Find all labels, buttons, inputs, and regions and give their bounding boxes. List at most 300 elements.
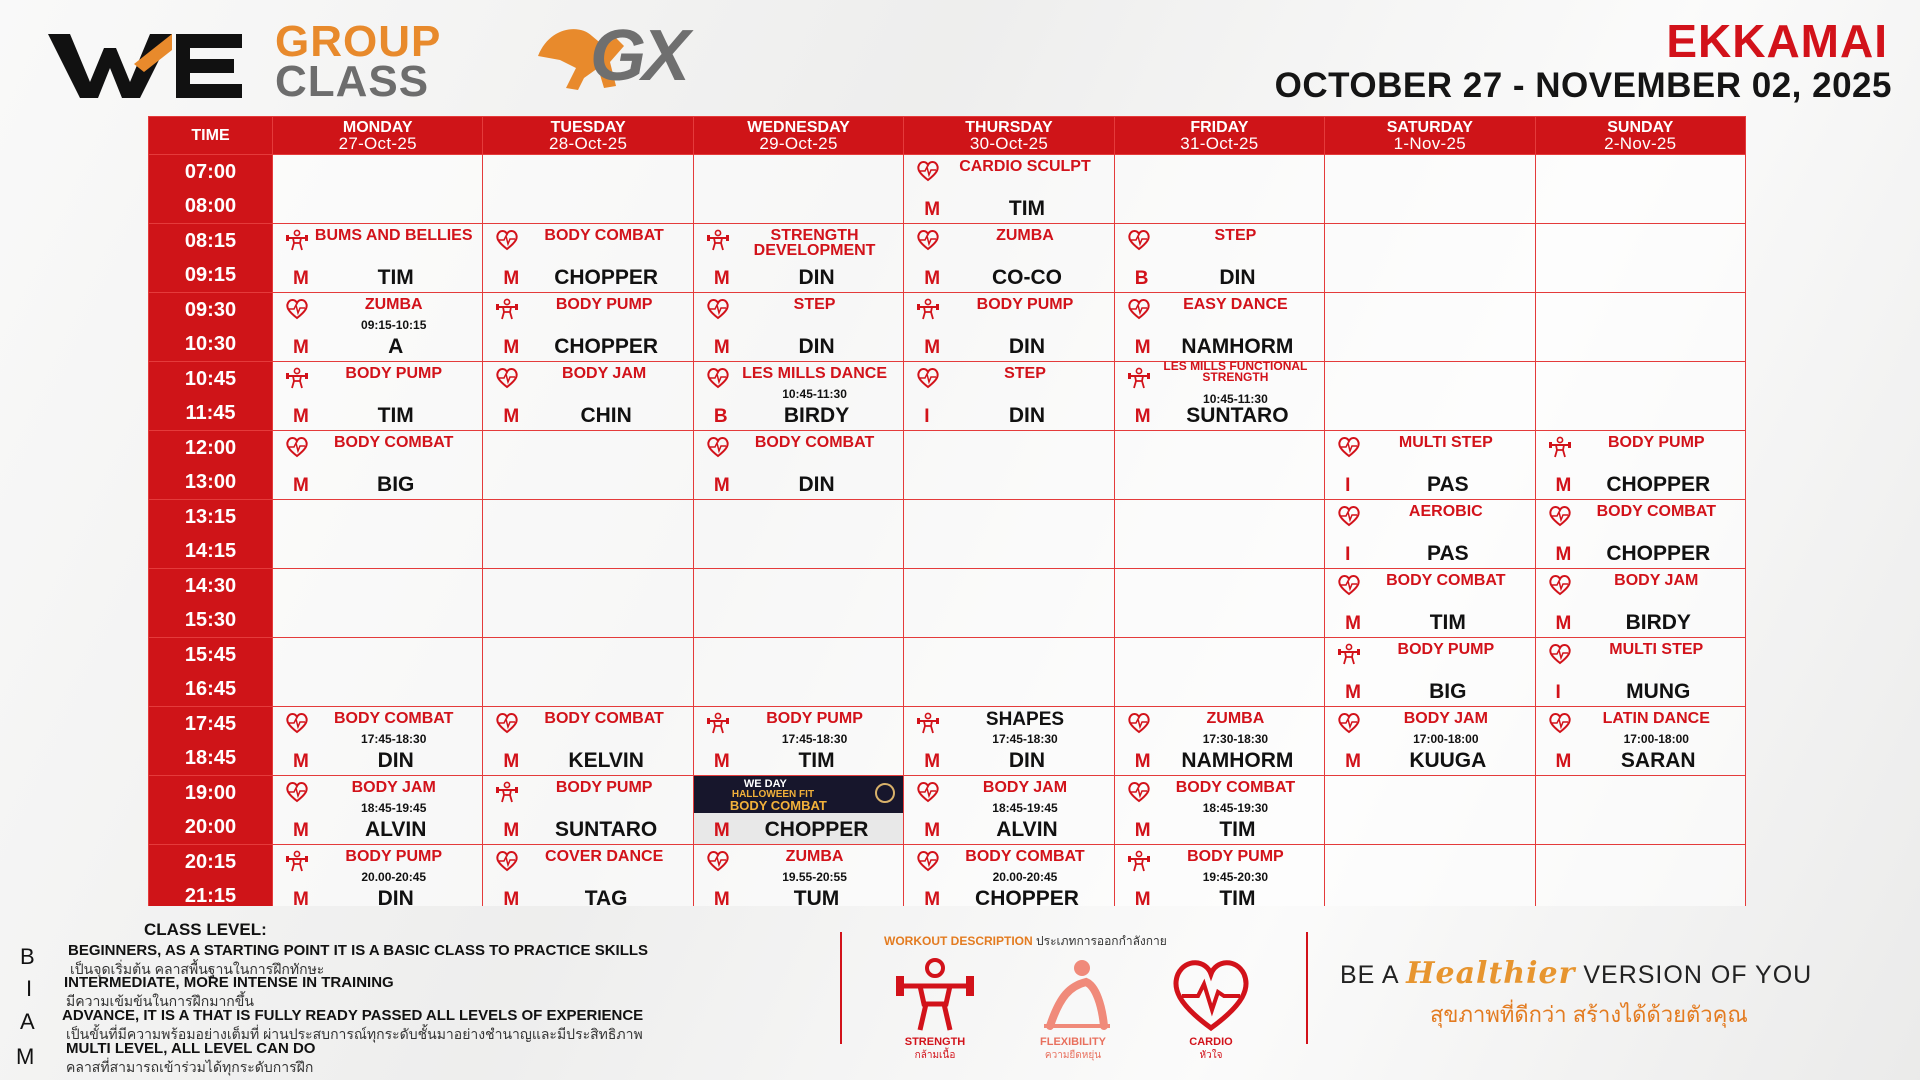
- instructor-name: BIG: [1429, 680, 1467, 703]
- cardio-icon: [285, 298, 309, 320]
- class-name: BODY PUMP: [345, 848, 443, 865]
- class-entry: [1115, 224, 1324, 292]
- cardio-icon: [706, 298, 730, 320]
- class-cell: [904, 224, 1114, 293]
- instructor-name: BIRDY: [783, 404, 850, 427]
- time-cell: [149, 362, 273, 431]
- class-cell: [1325, 569, 1535, 638]
- class-level: M: [924, 889, 941, 906]
- class-time: 20.00-20:45: [992, 870, 1058, 884]
- class-entry: [694, 293, 903, 361]
- level-description-thai: มีความเข้มข้นในการฝึกมากขึ้น: [66, 993, 254, 1009]
- class-level: M: [713, 751, 730, 772]
- class-entry: [1115, 293, 1324, 361]
- empty-cell: [693, 155, 903, 224]
- class-level: I: [1345, 475, 1351, 496]
- class-time: 17:00-18:00: [1413, 732, 1479, 746]
- empty-cell: [1114, 569, 1324, 638]
- class-level: M: [503, 406, 520, 427]
- class-name: BODY COMBAT: [334, 434, 454, 451]
- instructor-name: TUM: [793, 887, 840, 906]
- empty-cell: [1535, 293, 1745, 362]
- class-entry: [904, 155, 1113, 223]
- time-cell: [149, 431, 273, 500]
- start-time: 17:45: [184, 713, 237, 735]
- class-entry: [273, 431, 482, 499]
- class-time: 17:45-18:30: [992, 732, 1058, 746]
- class-cell: [1114, 707, 1324, 776]
- class-cell: [483, 707, 693, 776]
- time-cell: [149, 638, 273, 707]
- empty-cell: [1535, 155, 1745, 224]
- level-description-thai: คลาสที่สามารถเข้าร่วมได้ทุกระดับการฝึก: [66, 1059, 314, 1075]
- class-entry: [694, 845, 903, 906]
- class-time: 20.00-20:45: [361, 870, 427, 884]
- workout-label-thai: หัวใจ: [1199, 1050, 1223, 1061]
- time-cell: [149, 155, 273, 224]
- time-slot-row: [149, 569, 1746, 638]
- class-level: M: [293, 889, 309, 906]
- level-code: A: [20, 1009, 35, 1034]
- class-name: BODY PUMP: [1607, 434, 1705, 451]
- cardio-icon: [706, 367, 730, 389]
- class-level: M: [924, 199, 941, 220]
- empty-cell: [273, 500, 483, 569]
- class-level: M: [503, 751, 520, 772]
- cardio-icon: [1548, 574, 1572, 596]
- branch-name: EKKAMAI: [1666, 15, 1888, 67]
- class-level: M: [1555, 613, 1572, 634]
- instructor-name: TIM: [798, 749, 835, 772]
- class-entry: [483, 224, 692, 292]
- class-cell: [1535, 431, 1745, 500]
- instructor-name: BIG: [377, 473, 415, 496]
- class-name: STEP: [1004, 365, 1046, 382]
- class-name: BODY COMBAT: [544, 710, 664, 727]
- instructor-name: TIM: [1219, 887, 1256, 906]
- cardio-icon: [916, 160, 940, 182]
- empty-cell: [273, 569, 483, 638]
- class-entry: [1536, 638, 1745, 706]
- class-entry: [1325, 431, 1534, 499]
- strength-icon: [1548, 436, 1572, 458]
- cardio-icon: [285, 712, 309, 734]
- class-entry: [273, 845, 482, 906]
- instructor-name: DIN: [798, 266, 835, 289]
- empty-cell: [1325, 224, 1535, 293]
- class-name: BODY COMBAT: [544, 227, 664, 244]
- class-name: LES MILLS FUNCTIONAL STRENGTH: [1163, 359, 1308, 384]
- instructor-name: TAG: [584, 887, 628, 906]
- class-entry: [904, 293, 1113, 361]
- cardio-icon: [916, 781, 940, 803]
- class-cell: [483, 776, 693, 845]
- end-time: 13:00: [184, 471, 237, 493]
- strength-icon: [285, 229, 309, 251]
- workout-title-en: WORKOUT DESCRIPTION: [884, 934, 1033, 948]
- cardio-icon: [495, 712, 519, 734]
- class-name: STEP: [1214, 227, 1257, 244]
- gx-logo-text: GX: [590, 16, 687, 96]
- class-level: M: [924, 751, 941, 772]
- level-description: MULTI LEVEL, ALL LEVEL CAN DO: [66, 1040, 316, 1057]
- start-time: 14:30: [184, 575, 237, 597]
- class-level: M: [924, 337, 941, 358]
- day-date: 1-Nov-25: [1393, 133, 1466, 153]
- start-time: 07:00: [184, 161, 237, 183]
- class-entry: [1115, 845, 1324, 906]
- class-cell: [1325, 431, 1535, 500]
- day-date: 30-Oct-25: [969, 133, 1049, 153]
- slogan-highlight: Healthier: [1406, 956, 1576, 991]
- class-entry: [1115, 359, 1324, 430]
- day-header-friday: [1114, 117, 1324, 155]
- empty-cell: [1114, 500, 1324, 569]
- schedule-table: [148, 116, 1746, 906]
- cardio-icon: [495, 850, 519, 872]
- time-slot-row: [149, 224, 1746, 293]
- level-description-thai: เป็นขั้นที่มีความพร้อมอย่างเต็มที่ ผ่านประสบการณ์ทุกระดับชั้นมาอย่างชำนาญและมีประสิทธิภาพ: [66, 1026, 643, 1042]
- class-level: M: [1345, 751, 1361, 772]
- empty-cell: [1535, 776, 1745, 845]
- class-name: BODY JAM: [982, 779, 1068, 796]
- day-name: WEDNESDAY: [747, 118, 850, 136]
- class-cell: [1114, 845, 1324, 907]
- legend-title: CLASS LEVEL:: [144, 920, 267, 939]
- class-level: M: [924, 268, 941, 289]
- instructor-name: CHOPPER: [975, 887, 1079, 906]
- workout-item-cardio: [1156, 956, 1266, 1066]
- day-name: SUNDAY: [1607, 118, 1674, 136]
- instructor-name: DIN: [798, 473, 835, 496]
- empty-cell: [273, 155, 483, 224]
- time-column-header: TIME: [149, 117, 273, 155]
- class-name: STEP: [793, 296, 836, 313]
- level-code: I: [26, 976, 33, 1001]
- instructor-name: DIN: [377, 887, 414, 906]
- empty-cell: [1325, 845, 1535, 907]
- class-name: BODY PUMP: [345, 365, 443, 382]
- day-header-monday: [273, 117, 483, 155]
- workout-title: [884, 932, 1167, 951]
- instructor-name: SUNTARO: [1186, 404, 1289, 427]
- end-time: 20:00: [184, 816, 237, 838]
- start-time: 19:00: [184, 782, 237, 804]
- level-description: BEGINNERS, AS A STARTING POINT IT IS A BASIC CLASS TO PRACTICE SKILLS: [68, 942, 649, 959]
- class-time: 17:45-18:30: [361, 732, 427, 746]
- class-cell: [1114, 293, 1324, 362]
- class-level: B: [713, 406, 728, 427]
- cardio-icon: [1337, 505, 1361, 527]
- instructor-name: DIN: [1219, 266, 1256, 289]
- class-cell: [1535, 638, 1745, 707]
- class-entry: [1115, 776, 1324, 844]
- time-slot-row: [149, 500, 1746, 569]
- class-level: M: [713, 337, 730, 358]
- cardio-icon: [1127, 781, 1151, 803]
- class-name: ZUMBA: [785, 848, 844, 865]
- cardio-icon: [495, 229, 519, 251]
- time-slot-row: [149, 293, 1746, 362]
- empty-cell: [1114, 431, 1324, 500]
- class-cell: [693, 845, 903, 907]
- class-name: BODY PUMP: [1397, 641, 1495, 658]
- class-entry: [1536, 500, 1745, 568]
- flexibility-icon: [1030, 956, 1116, 1034]
- cardio-icon: [285, 781, 309, 803]
- time-cell: [149, 845, 273, 907]
- day-name: THURSDAY: [965, 118, 1053, 136]
- class-cell: [693, 707, 903, 776]
- gx-logo: [520, 16, 730, 96]
- empty-cell: [1325, 155, 1535, 224]
- class-cell: [904, 776, 1114, 845]
- start-time: 09:30: [184, 299, 237, 321]
- empty-cell: [483, 569, 693, 638]
- cardio-icon: [1548, 643, 1572, 665]
- day-header-thursday: [904, 117, 1114, 155]
- class-name: EASY DANCE: [1183, 296, 1288, 313]
- class-entry: [1536, 707, 1745, 775]
- time-slot-row: [149, 845, 1746, 907]
- instructor-name: SARAN: [1620, 749, 1696, 772]
- class-level: M: [924, 820, 941, 841]
- class-cell: [483, 845, 693, 907]
- day-date: 31-Oct-25: [1180, 133, 1259, 153]
- time-cell: [149, 293, 273, 362]
- instructor-name: PAS: [1427, 542, 1469, 565]
- class-cell: [273, 224, 483, 293]
- class-entry: [1325, 500, 1534, 568]
- start-time: 13:15: [184, 506, 237, 528]
- class-cell: [904, 362, 1114, 431]
- cardio-icon: [1337, 574, 1361, 596]
- empty-cell: [904, 638, 1114, 707]
- class-cell: [273, 431, 483, 500]
- end-time: 08:00: [184, 195, 237, 217]
- class-time: 19:45-20:30: [1202, 870, 1269, 884]
- class-time: 10:45-11:30: [782, 387, 847, 401]
- class-name: SHAPES: [985, 709, 1065, 730]
- time-slot-row: [149, 431, 1746, 500]
- class-entry: [483, 776, 692, 844]
- cardio-icon: [706, 436, 730, 458]
- strength-icon: [285, 367, 309, 389]
- time-cell: [149, 776, 273, 845]
- class-time: 09:15-10:15: [361, 318, 427, 332]
- class-cell: [1535, 707, 1745, 776]
- instructor-name: DIN: [1008, 335, 1046, 358]
- cardio-icon: [1337, 436, 1361, 458]
- class-cell: [904, 707, 1114, 776]
- level-description-thai: เป็นจุดเริ่มต้น คลาสพื้นฐานในการฝึกทักษะ: [70, 961, 325, 977]
- class-name: ZUMBA: [1206, 710, 1265, 727]
- class-cell: [1535, 569, 1745, 638]
- class-level: M: [1134, 751, 1151, 772]
- class-time: 10:45-11:30: [1203, 392, 1268, 406]
- class-time: 18:45-19:45: [992, 801, 1058, 815]
- class-cell: [273, 293, 483, 362]
- instructor-name: CHOPPER: [554, 335, 659, 358]
- workout-label-thai: ความยืดหยุ่น: [1044, 1050, 1102, 1061]
- class-cell: [1535, 500, 1745, 569]
- class-name: BODY PUMP: [555, 296, 653, 313]
- workout-description: [880, 928, 1280, 1076]
- day-name: SATURDAY: [1386, 118, 1473, 136]
- class-cell: [273, 776, 483, 845]
- class-name: BODY COMBAT: [965, 848, 1085, 865]
- class-level: M: [503, 889, 520, 906]
- cardio-icon: [1127, 298, 1151, 320]
- workout-title-th: ประเภทการออกกำลังกาย: [1036, 934, 1167, 948]
- empty-cell: [1114, 638, 1324, 707]
- class-name: CARDIO SCULPT: [959, 158, 1091, 175]
- class-cell: [904, 155, 1114, 224]
- instructor-name: CHOPPER: [1606, 473, 1711, 496]
- class-name: LES MILLS DANCE: [742, 365, 887, 382]
- cardio-icon: [1337, 712, 1361, 734]
- class-name: BODY JAM: [351, 779, 436, 796]
- slogan-post: VERSION OF YOU: [1575, 961, 1813, 989]
- class-entry: [904, 362, 1113, 430]
- instructor-name: CO-CO: [991, 266, 1062, 289]
- class-level: M: [1134, 889, 1151, 906]
- class-entry: [273, 362, 482, 430]
- class-name: BODY COMBAT: [334, 710, 454, 727]
- class-entry: [483, 707, 692, 775]
- class-level: I: [1555, 682, 1561, 703]
- class-level: M: [293, 337, 309, 358]
- cardio-icon: [1127, 229, 1151, 251]
- slogan-english: [1340, 956, 1900, 991]
- class-cell: [1114, 776, 1324, 845]
- instructor-name: TIM: [377, 404, 414, 427]
- time-slot-row: [149, 638, 1746, 707]
- workout-item-strength: [880, 956, 990, 1066]
- day-date: 27-Oct-25: [338, 133, 417, 153]
- class-cell: [693, 431, 903, 500]
- class-name: LATIN DANCE: [1602, 710, 1710, 727]
- workout-item-flexibility: [1018, 956, 1128, 1066]
- class-cell: [273, 707, 483, 776]
- class-entry: [1536, 569, 1745, 637]
- class-level: M: [713, 268, 730, 289]
- class-name: STRENGTH DEVELOPMENT: [753, 227, 876, 259]
- class-entry: [904, 845, 1113, 906]
- instructor-name: PAS: [1427, 473, 1469, 496]
- class-level-legend: [14, 918, 814, 1078]
- empty-cell: [693, 569, 903, 638]
- class-level: M: [503, 820, 520, 841]
- class-level: M: [1134, 406, 1151, 427]
- class-entry: [904, 776, 1113, 844]
- slogan-pre: BE A: [1340, 961, 1407, 989]
- class-name: BODY PUMP: [766, 710, 863, 727]
- class-name: ZUMBA: [996, 227, 1054, 244]
- class-entry: [694, 224, 903, 292]
- class-cell: [273, 845, 483, 907]
- time-slot-row: [149, 362, 1746, 431]
- cardio-icon: [1127, 712, 1151, 734]
- time-slot-row: [149, 155, 1746, 224]
- end-time: 14:15: [184, 540, 237, 562]
- instructor-name: CHOPPER: [554, 266, 659, 289]
- time-slot-row: [149, 707, 1746, 776]
- class-name: BODY JAM: [562, 365, 647, 382]
- group-class-logo: GROUP CLASS: [275, 17, 442, 106]
- class-name: BODY PUMP: [1187, 848, 1284, 865]
- level-description: INTERMEDIATE, MORE INTENSE IN TRAINING: [64, 974, 394, 991]
- class-cell: [1325, 707, 1535, 776]
- class-name: BUMS AND BELLIES: [314, 227, 473, 244]
- class-cell: [693, 224, 903, 293]
- instructor-name: SUNTARO: [554, 818, 658, 841]
- strength-icon: [1127, 367, 1151, 389]
- start-time: 12:00: [184, 437, 237, 459]
- empty-cell: [273, 638, 483, 707]
- class-name: COVER DANCE: [545, 848, 664, 865]
- empty-cell: [904, 500, 1114, 569]
- class-name: MULTI STEP: [1398, 434, 1493, 451]
- class-level: M: [293, 475, 309, 496]
- class-level: B: [1134, 268, 1149, 289]
- time-cell: [149, 224, 273, 293]
- class-entry: [694, 362, 903, 430]
- time-cell: [149, 500, 273, 569]
- class-name: AEROBIC: [1408, 503, 1483, 520]
- empty-cell: [1535, 224, 1745, 293]
- class-cell: [904, 293, 1114, 362]
- empty-cell: [904, 569, 1114, 638]
- instructor-name: KELVIN: [568, 749, 644, 772]
- class-cell: [693, 362, 903, 431]
- day-name: TUESDAY: [550, 118, 626, 136]
- level-description: ADVANCE, IT IS A THAT IS FULLY READY PASSED ALL LEVELS OF EXPERIENCE: [62, 1007, 644, 1024]
- strength-icon: [916, 712, 940, 734]
- class-name: BODY PUMP: [976, 296, 1074, 313]
- empty-cell: [483, 638, 693, 707]
- promo-badge-icon: [875, 783, 895, 803]
- class-entry: [904, 707, 1113, 775]
- workout-label: FLEXIBILITY: [1040, 1036, 1106, 1048]
- empty-cell: [483, 155, 693, 224]
- class-name: BODY COMBAT: [1386, 572, 1506, 589]
- we-logo: [48, 20, 248, 100]
- empty-cell: [1325, 293, 1535, 362]
- instructor-name: CHIN: [580, 404, 632, 427]
- class-cell: [693, 776, 903, 845]
- end-time: 21:15: [184, 885, 237, 906]
- class-entry: [694, 431, 903, 499]
- class-entry: [483, 845, 692, 906]
- class-level: M: [713, 475, 730, 496]
- class-entry: [1115, 707, 1324, 775]
- day-date: 29-Oct-25: [759, 133, 838, 153]
- class-level: M: [293, 751, 309, 772]
- class-cell: [1325, 500, 1535, 569]
- empty-cell: [904, 431, 1114, 500]
- cardio-icon: [916, 229, 940, 251]
- time-slot-row: [149, 776, 1746, 845]
- class-time: 19.55-20:55: [782, 870, 847, 884]
- promo-banner-main: BODY COMBAT: [729, 798, 827, 813]
- class-name: MULTI STEP: [1609, 641, 1704, 658]
- instructor-name: A: [388, 335, 404, 358]
- instructor-name: NAMHORM: [1181, 335, 1294, 358]
- time-cell: [149, 569, 273, 638]
- strength-icon: [285, 850, 309, 872]
- footer-divider: [1306, 932, 1308, 1044]
